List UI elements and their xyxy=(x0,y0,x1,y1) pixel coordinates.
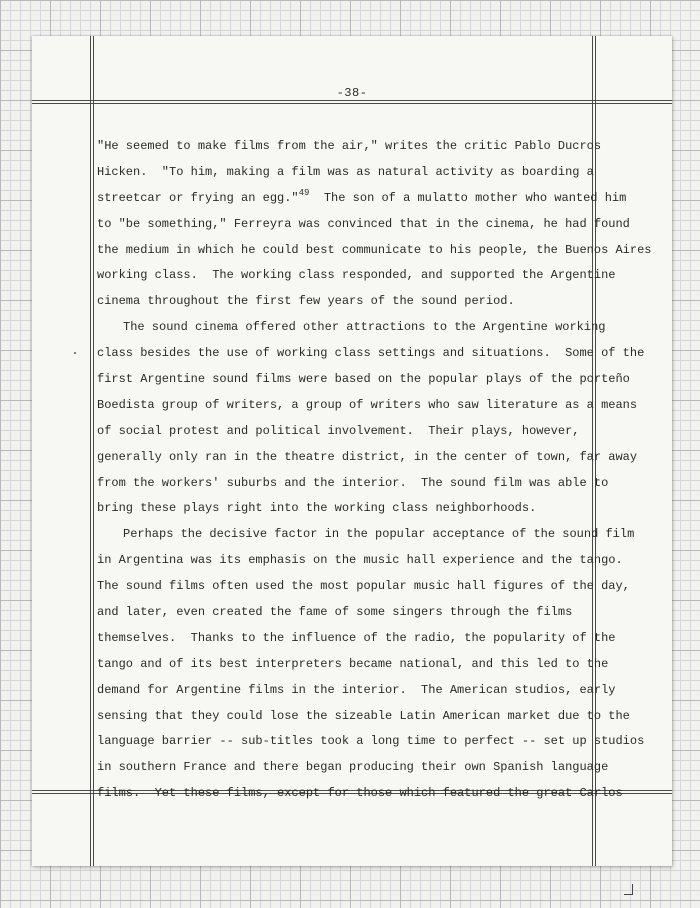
line-text: bring these plays right into the working class neighborhoods. xyxy=(97,501,537,516)
text-line xyxy=(97,729,645,755)
text-line xyxy=(97,574,630,600)
text-line xyxy=(97,496,597,522)
line-text: generally only ran in the theatre district, in the center of town, far away xyxy=(97,449,638,464)
left-margin-rule-inner xyxy=(93,36,94,866)
line-text: Perhaps the decisive factor in the popular acceptance of the sound film xyxy=(123,527,635,542)
top-margin-rule xyxy=(32,100,672,101)
line-text: first Argentine sound films were based on the popular plays of the porteño xyxy=(97,372,630,387)
text-line xyxy=(97,419,597,445)
line-text: working class. The working class responded, and supported the Argentine xyxy=(97,268,616,283)
line-text-continued: The son of a mulatto mother who wanted him xyxy=(309,190,627,205)
footnote-marker: 49 xyxy=(298,187,310,198)
paragraph xyxy=(97,315,645,522)
line-text: Boedista group of writers, a group of writers who saw literature as a means xyxy=(97,397,638,412)
line-text: and later, even created the fame of some singers through the films xyxy=(97,605,573,620)
line-text: themselves. Thanks to the influence of the radio, the popularity of the xyxy=(97,630,616,645)
corner-mark xyxy=(624,884,633,895)
text-line xyxy=(97,134,602,160)
paragraph xyxy=(97,522,645,807)
text-line xyxy=(97,704,630,730)
text-line xyxy=(97,315,606,341)
text-line xyxy=(97,289,597,315)
text-line xyxy=(97,781,623,807)
stray-mark xyxy=(74,352,76,354)
line-text: language barrier -- sub-titles took a long time to perfect -- set up studios xyxy=(97,734,645,749)
paragraph xyxy=(97,134,652,315)
text-line xyxy=(97,522,635,548)
line-text: the medium in which he could best communicate to his people, the Buenos Aires xyxy=(97,242,652,257)
line-text: sensing that they could lose the sizeable Latin American market due to the xyxy=(97,708,630,723)
line-text: of social protest and political involvement. Their plays, however, xyxy=(97,423,580,438)
text-line xyxy=(97,367,630,393)
text-line xyxy=(97,212,630,238)
line-text: The sound films often used the most popular music hall figures of the day, xyxy=(97,579,630,594)
line-text: streetcar or frying an egg." xyxy=(97,190,299,205)
line-text: demand for Argentine films in the interior. The American studios, early xyxy=(97,682,616,697)
text-line xyxy=(97,600,597,626)
line-text: The sound cinema offered other attractions to the Argentine working xyxy=(123,320,606,335)
text-line xyxy=(97,445,638,471)
text-line xyxy=(97,160,597,186)
text-line xyxy=(97,755,609,781)
text-line xyxy=(97,678,616,704)
text-line xyxy=(97,393,638,419)
line-text: Hicken. "To him, making a film was as natural activity as boarding a xyxy=(97,164,594,179)
top-margin-rule-inner xyxy=(32,103,672,104)
text-line xyxy=(97,186,627,212)
text-line xyxy=(97,238,652,264)
body-text xyxy=(97,134,652,807)
left-margin-rule xyxy=(90,36,91,866)
line-text: in Argentina was its emphasis on the music hall experience and the tango. xyxy=(97,553,623,568)
line-text: from the workers' suburbs and the interior. The sound film was able to xyxy=(97,475,609,490)
line-text: class besides the use of working class settings and situations. Some of the xyxy=(97,346,645,361)
text-line xyxy=(97,626,616,652)
text-line xyxy=(97,652,609,678)
line-text: cinema throughout the first few years of the sound period. xyxy=(97,294,515,309)
text-line xyxy=(97,341,645,367)
line-text: films. Yet these films, except for those which featured the great Carlos xyxy=(97,786,623,801)
page-number: -38- xyxy=(336,86,368,100)
line-text: tango and of its best interpreters became national, and this led to the xyxy=(97,656,609,671)
text-line xyxy=(97,263,616,289)
line-text: in southern France and there began producing their own Spanish language xyxy=(97,760,609,775)
text-line xyxy=(97,548,623,574)
text-line xyxy=(97,471,609,497)
document-page xyxy=(32,36,672,866)
line-text: "He seemed to make films from the air," writes the critic Pablo Ducros xyxy=(97,139,602,153)
line-text: to "be something," Ferreyra was convinced that in the cinema, he had found xyxy=(97,216,630,231)
